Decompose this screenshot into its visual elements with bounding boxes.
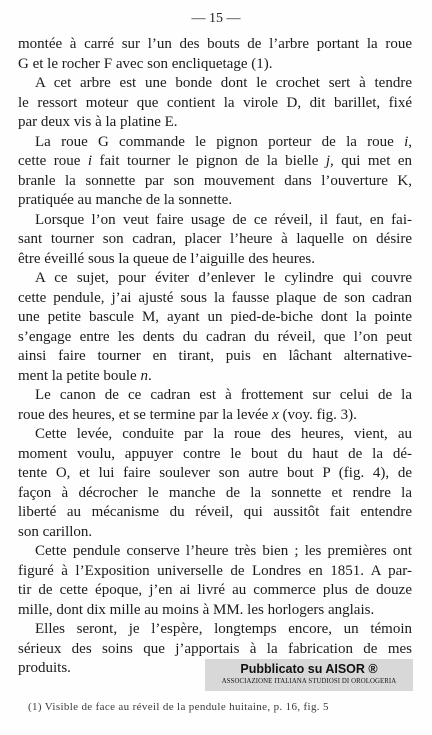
text-line: Le canon de ce cadran est à frottement sur celui de la (35, 387, 412, 403)
text-line: sant tourner son cadran, placer l’heure à laquelle on désire (18, 231, 412, 247)
text-line: Cette levée, conduite par la roue des heures, vient, au (35, 426, 412, 442)
text-segment: La roue G commande le pignon porteur de la roue (35, 133, 405, 150)
text-line: Cette pendule conserve l’heure très bien ; les premières ont (35, 543, 412, 559)
text-line: tente O, et lui faire soulever son autre bout P (fig. 4), de (18, 465, 412, 481)
text-line: branle la sonnette par son mouvement dans l’ouverture K, (18, 172, 412, 189)
paragraph (18, 133, 412, 211)
text-line: moment voulu, appuyer contre le bout du haut de la dé- (18, 445, 412, 462)
publisher-watermark (205, 659, 413, 691)
paragraph (18, 35, 412, 74)
italic-letter: n (140, 367, 148, 384)
text-line: figuré à l’Exposition universelle de Londres en 1851. A par- (18, 562, 412, 579)
text-segment: roue des heures, et se termine par la levée (18, 406, 273, 423)
text-line: tir de cette époque, j’en ai livré au commerce plus de douze (18, 582, 412, 598)
paragraph (18, 74, 412, 133)
text-line: une petite bascule M, ayant un pied-de-biche dont la pointe (18, 309, 412, 325)
text-line: mille, dont dix mille au moins à MM. les horlogers anglais. (18, 601, 375, 618)
text-line: montée à carré sur l’un des bouts de l’arbre portant la roue (18, 36, 412, 52)
text-segment: cette roue (18, 153, 88, 169)
text-segment: (voy. fig. 3). (278, 406, 357, 423)
paragraph (18, 386, 412, 425)
text-line: Lorsque l’on veut faire usage de ce réveil, il faut, en fai- (35, 211, 412, 228)
body-text (18, 35, 412, 679)
text-line: façon à décrocher le manche de la sonnette et rendre la (18, 484, 412, 501)
text-line: le ressort moteur que contient la virole D, dit barillet, fixé (18, 94, 412, 111)
italic-letter: i (87, 153, 93, 169)
italic-letter: j (325, 153, 331, 169)
paragraph (18, 542, 412, 620)
text-line: liberté au mécanisme du réveil, qui aussitôt fait entendre (18, 504, 412, 520)
italic-letter: x (272, 406, 279, 423)
text-line: A ce sujet, pour éviter d’enlever le cylindre qui couvre (35, 270, 412, 286)
text-line: être éveillé sous la queue de l’aiguille des heures. (18, 250, 315, 267)
footnote: (1) Visible de face au réveil de la pendule huitaine, p. 16, fig. 5 (28, 701, 329, 713)
text-line: G et le rocher F avec son encliquetage (1). (18, 55, 273, 72)
watermark-subtitle: ASSOCIAZIONE ITALIANA STUDIOSI DI OROLOGERIA (221, 678, 397, 685)
text-line: produits. (18, 660, 71, 676)
text-line: son carillon. (18, 523, 93, 540)
text-line: s’engage entre les dents du cadran du réveil, que l’on peut (18, 328, 412, 345)
text-line (18, 133, 412, 153)
paragraph (18, 269, 412, 386)
italic-letter: i (404, 133, 409, 150)
text-line: ainsi faire tourner en tirant, puis en lâchant alternative- (18, 348, 412, 364)
text-line: Elles seront, je l’espère, longtemps encore, un témoin (35, 621, 412, 637)
page-number-header: — 15 — (191, 11, 241, 26)
text-line (18, 406, 412, 426)
text-line (18, 152, 412, 172)
text-line: par deux vis à la platine E. (18, 114, 178, 130)
watermark-title: Pubblicato su AISOR ® (240, 662, 378, 676)
paragraph (18, 425, 412, 542)
text-segment: ment la petite boule (18, 367, 141, 384)
text-segment: fait tourner le pignon de la bielle (92, 153, 326, 169)
text-segment: , qui met en (330, 153, 412, 169)
text-line: sérieux des soins que j’apportais à la fabrication de mes (18, 640, 412, 657)
text-segment: , (408, 133, 412, 150)
paragraph (18, 211, 412, 270)
text-line: A cet arbre est une bonde dont le crochet sert à tendre (35, 75, 412, 91)
text-line: pratiquée au manche de la sonnette. (18, 192, 233, 208)
text-segment: . (147, 367, 152, 384)
text-line: cette pendule, j’ai ajusté sous la fausse plaque de son cadran (18, 289, 412, 306)
text-line (18, 367, 412, 387)
